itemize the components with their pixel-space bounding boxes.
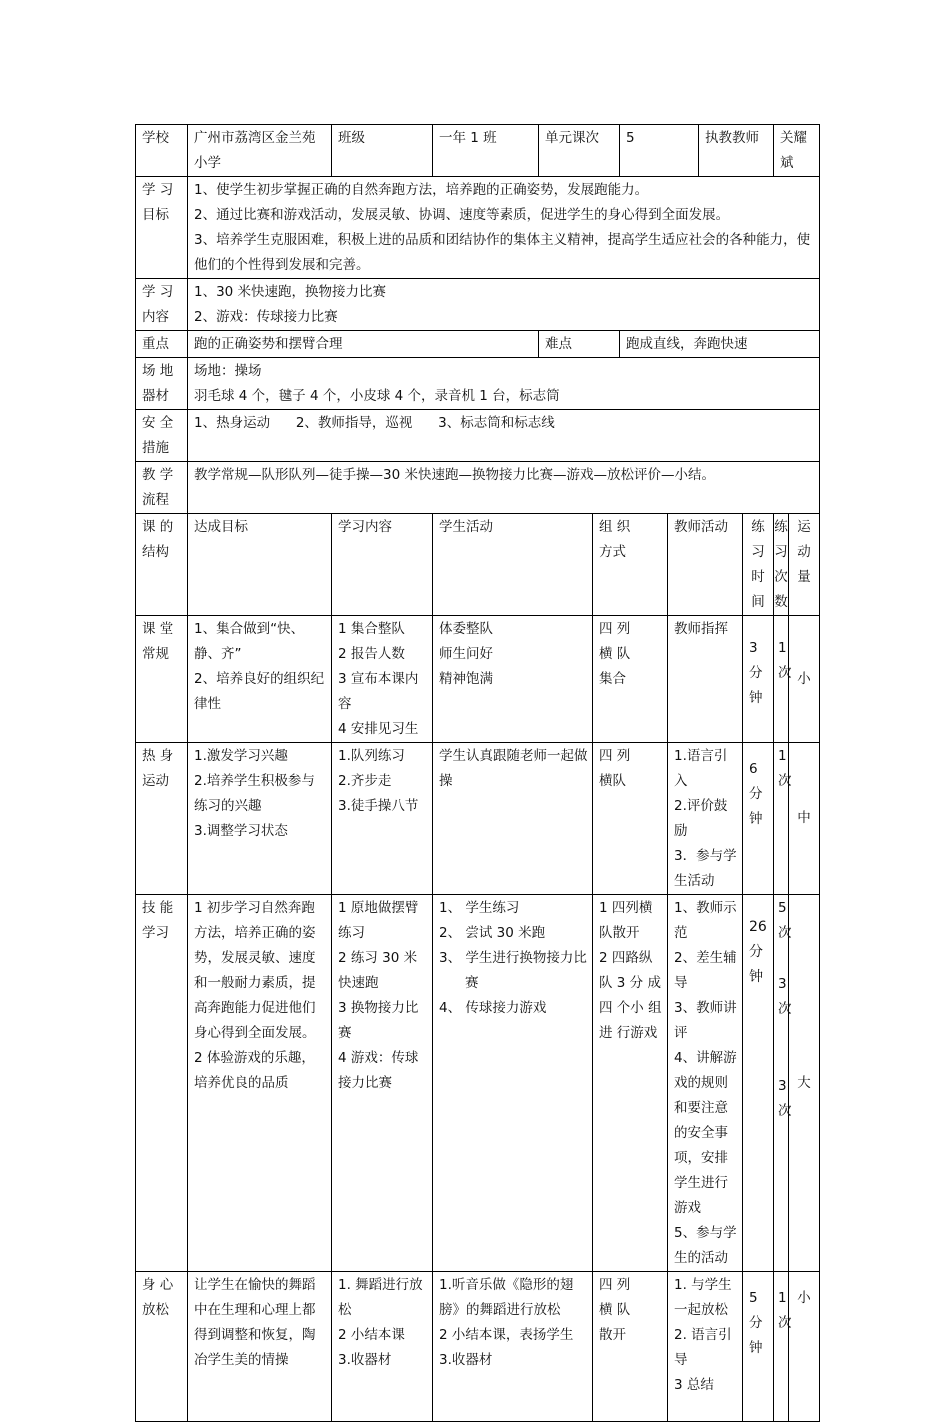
content-item: 2、游戏：传球接力比赛 — [194, 309, 338, 325]
difficulty-value: 跑成直线，奔跑快速 — [620, 331, 820, 358]
row-student: 学生认真跟随老师一起做操 — [433, 743, 593, 895]
row-goal: 1 初步学习自然奔跑方法，培养正确的姿势，发展灵敏、速度和一般耐力素质，提高奔跑能力促进他们身心得到全面发展。 2 体验游戏的乐趣，培养优良的品质 — [188, 895, 332, 1272]
row-teacher: 教师指挥 — [668, 616, 743, 743]
col-time: 练 习 时 间 — [743, 514, 774, 616]
row-time: 26 分钟 — [743, 895, 774, 1272]
row-student: 1、 学生练习 2、 尝试 30 米跑 3、 学生进行换物接力比赛 4、 传球接力游戏 — [433, 895, 593, 1272]
row-time: 5 分钟 — [743, 1272, 774, 1422]
difficulty-label: 难点 — [539, 331, 620, 358]
objectives-text — [188, 177, 820, 279]
flow-label: 教 学 流程 — [136, 462, 188, 514]
col-student: 学生活动 — [433, 514, 593, 616]
flow-row — [136, 462, 820, 514]
row-count: 1 次 — [774, 1272, 789, 1422]
row-teacher: 1. 与学生一起放松 2. 语言引导 3 总结 — [668, 1272, 743, 1422]
row-learn: 1 原地做摆臂练习 2 练习 30 米快速跑 3 换物接力比赛 4 游戏：传球接力比赛 — [332, 895, 433, 1272]
row-teacher: 1、教师示范 2、差生辅导 3、教师讲评 4、讲解游戏的规则和要注意的安全事项，安排学生进行游戏 5、参与学生的活动 — [668, 895, 743, 1272]
row-teacher: 1.语言引入 2.评价鼓励 3．参与学生活动 — [668, 743, 743, 895]
row-load: 小 — [789, 616, 820, 743]
row-load: 大 — [789, 895, 820, 1272]
safety-row — [136, 410, 820, 462]
safety-text: 1、热身运动 2、教师指导，巡视 3、标志筒和标志线 — [188, 410, 820, 462]
row-student: 体委整队 师生问好 精神饱满 — [433, 616, 593, 743]
row-name: 课 堂 常规 — [136, 616, 188, 743]
row-goal: 1、集合做到“快、静、齐” 2、培养良好的组织纪律性 — [188, 616, 332, 743]
row-org: 四 列 横 队 集合 — [593, 616, 668, 743]
row-student: 1.听音乐做《隐形的翅膀》的舞蹈进行放松 2 小结本课，表扬学生 3.收器材 — [433, 1272, 593, 1422]
unit-label: 单元课次 — [539, 125, 620, 177]
content-item: 1、30 米快速跑，换物接力比赛 — [194, 284, 387, 300]
row-goal: 让学生在愉快的舞蹈中在生理和心理上都得到调整和恢复，陶冶学生美的情操 — [188, 1272, 332, 1422]
content-row — [136, 279, 820, 331]
col-structure: 课 的 结构 — [136, 514, 188, 616]
col-load: 运 动 量 — [789, 514, 820, 616]
objective-item: 2、通过比赛和游戏活动，发展灵敏、协调、速度等素质，促进学生的身心得到全面发展。 — [194, 207, 730, 223]
row-org: 四 列 横 队 散开 — [593, 1272, 668, 1422]
objectives-row — [136, 177, 820, 279]
lesson-plan-sheet — [135, 124, 818, 1422]
row-count: 5 次 3 次 3 次 — [774, 895, 789, 1272]
school-value: 广州市荔湾区金兰苑小学 — [188, 125, 332, 177]
table-row — [136, 616, 820, 743]
row-time: 3 分钟 — [743, 616, 774, 743]
col-goal: 达成目标 — [188, 514, 332, 616]
col-learn: 学习内容 — [332, 514, 433, 616]
row-org: 1 四列横 队散开 2 四路纵队 3 分 成四 个小 组进 行游戏 — [593, 895, 668, 1272]
row-count: 1 次 — [774, 616, 789, 743]
table-row — [136, 895, 820, 1272]
unit-value: 5 — [620, 125, 699, 177]
col-teacher: 教师活动 — [668, 514, 743, 616]
row-learn: 1. 舞蹈进行放松 2 小结本课 3.收器材 — [332, 1272, 433, 1422]
col-org: 组 织 方式 — [593, 514, 668, 616]
row-learn: 1 集合整队 2 报告人数 3 宣布本课内容 4 安排见习生 — [332, 616, 433, 743]
key-row — [136, 331, 820, 358]
row-name: 技 能 学习 — [136, 895, 188, 1272]
objective-item: 1、使学生初步掌握正确的自然奔跑方法，培养跑的正确姿势，发展跑能力。 — [194, 182, 649, 198]
school-label: 学校 — [136, 125, 188, 177]
teacher-value: 关耀斌 — [774, 125, 820, 177]
columns-row — [136, 514, 820, 616]
row-load: 中 — [789, 743, 820, 895]
row-time: 6 分钟 — [743, 743, 774, 895]
venue-row — [136, 358, 820, 410]
row-load: 小 — [789, 1272, 820, 1422]
table-row — [136, 743, 820, 895]
safety-label: 安 全 措施 — [136, 410, 188, 462]
class-label: 班级 — [332, 125, 433, 177]
objectives-label: 学 习 目标 — [136, 177, 188, 279]
row-org: 四 列 横队 — [593, 743, 668, 895]
venue-label: 场 地 器材 — [136, 358, 188, 410]
flow-text: 教学常规—队形队列—徒手操—30 米快速跑—换物接力比赛—游戏—放松评价—小结。 — [188, 462, 820, 514]
row-count: 1 次 — [774, 743, 789, 895]
lesson-plan-table — [135, 124, 820, 1422]
key-label: 重点 — [136, 331, 188, 358]
teacher-label: 执教教师 — [699, 125, 774, 177]
table-row — [136, 1272, 820, 1422]
venue-text: 场地：操场 羽毛球 4 个，毽子 4 个，小皮球 4 个，录音机 1 台，标志筒 — [188, 358, 820, 410]
col-count: 练 习 次 数 — [774, 514, 789, 616]
key-value: 跑的正确姿势和摆臂合理 — [188, 331, 539, 358]
content-label: 学 习 内容 — [136, 279, 188, 331]
header-row — [136, 125, 820, 177]
row-name: 热 身 运动 — [136, 743, 188, 895]
row-goal: 1.激发学习兴趣 2.培养学生积极参与练习的兴趣 3.调整学习状态 — [188, 743, 332, 895]
row-name: 身 心 放松 — [136, 1272, 188, 1422]
class-value: 一年 1 班 — [433, 125, 539, 177]
row-learn: 1.队列练习 2.齐步走 3.徒手操八节 — [332, 743, 433, 895]
content-text — [188, 279, 820, 331]
objective-item: 3、培养学生克服困难，积极上进的品质和团结协作的集体主义精神，提高学生适应社会的各种能力，使他们的个性得到发展和完善。 — [194, 232, 811, 273]
